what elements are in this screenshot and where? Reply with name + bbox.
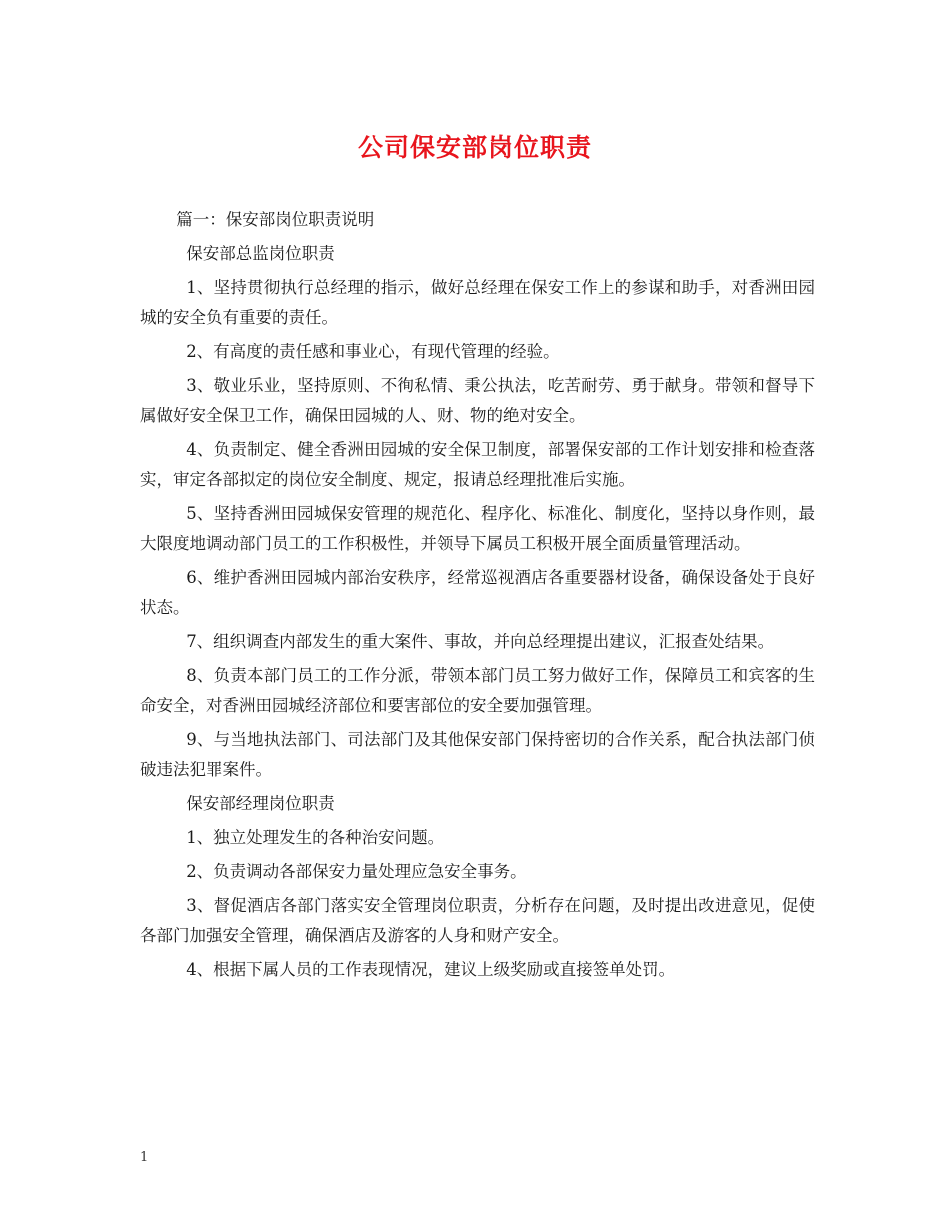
paragraph-item: 5、坚持香洲田园城保安管理的规范化、程序化、标准化、制度化，坚持以身作则，最大限度地调动部门员工的工作积极性，并领导下属员工积极开展全面质量管理活动。 [140, 504, 815, 553]
paragraph-item: 2、负责调动各部保安力量处理应急安全事务。 [186, 862, 527, 881]
section-heading-manager: 保安部经理岗位职责 [186, 794, 335, 813]
paragraph-item: 7、组织调查内部发生的重大案件、事故，并向总经理提出建议，汇报查处结果。 [186, 632, 775, 651]
paragraph-item: 1、坚持贯彻执行总经理的指示，做好总经理在保安工作上的参谋和助手，对香洲田园城的安全负有重要的责任。 [140, 278, 815, 327]
paragraph-item: 4、根据下属人员的工作表现情况，建议上级奖励或直接签单处罚。 [186, 960, 676, 979]
paragraph-item: 8、负责本部门员工的工作分派，带领本部门员工努力做好工作，保障员工和宾客的生命安全，对香洲田园城经济部位和要害部位的安全要加强管理。 [140, 666, 815, 715]
paragraph-item: 9、与当地执法部门、司法部门及其他保安部门保持密切的合作关系，配合执法部门侦破违法犯罪案件。 [140, 730, 815, 779]
page-number: 1 [140, 1150, 149, 1165]
section-heading-director: 保安部总监岗位职责 [186, 244, 335, 263]
document-intro: 篇一：保安部岗位职责说明 [176, 210, 375, 229]
document-body [140, 205, 815, 989]
paragraph-item: 6、维护香洲田园城内部治安秩序，经常巡视酒店各重要器材设备，确保设备处于良好状态。 [140, 568, 815, 617]
document-title: 公司保安部岗位职责 [357, 133, 592, 162]
paragraph-item: 3、敬业乐业，坚持原则、不徇私情、秉公执法，吃苦耐劳、勇于献身。带领和督导下属做好安全保卫工作，确保田园城的人、财、物的绝对安全。 [140, 376, 815, 425]
paragraph-item: 3、督促酒店各部门落实安全管理岗位职责，分析存在问题，及时提出改进意见，促使各部门加强安全管理，确保酒店及游客的人身和财产安全。 [140, 896, 815, 945]
paragraph-item: 2、有高度的责任感和事业心，有现代管理的经验。 [186, 342, 560, 361]
paragraph-item: 4、负责制定、健全香洲田园城的安全保卫制度，部署保安部的工作计划安排和检查落实，审定各部拟定的岗位安全制度、规定，报请总经理批准后实施。 [140, 440, 815, 489]
paragraph-item: 1、独立处理发生的各种治安问题。 [186, 828, 445, 847]
